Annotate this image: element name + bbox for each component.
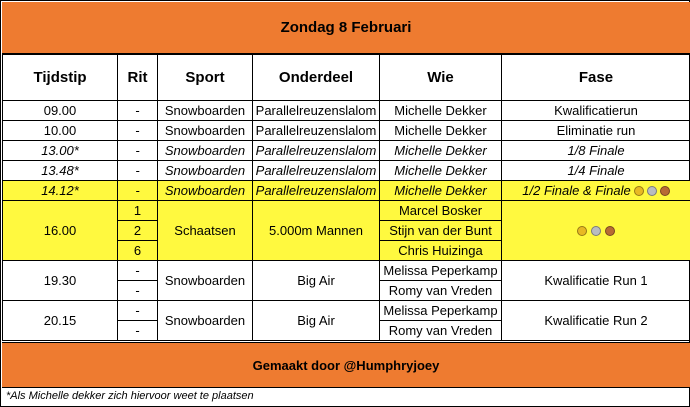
cell-rit: - [118, 121, 158, 141]
cell-sport: Snowboarden [158, 161, 253, 181]
table-row [3, 201, 690, 221]
gold-medal-icon [577, 226, 587, 236]
cell-wie: Stijn van der Bunt [380, 221, 502, 241]
cell-onderdeel: Parallelreuzenslalom [253, 161, 380, 181]
cell-rit: - [118, 181, 158, 201]
cell-onderdeel: Big Air [253, 261, 380, 301]
cell-sport: Schaatsen [158, 201, 253, 261]
cell-time: 09.00 [3, 101, 118, 121]
cell-wie: Melissa Peperkamp [380, 301, 502, 321]
cell-wie: Michelle Dekker [380, 181, 502, 201]
cell-rit: 1 [118, 201, 158, 221]
footer-bar [2, 342, 690, 388]
cell-sport: Snowboarden [158, 301, 253, 341]
cell-wie: Michelle Dekker [380, 101, 502, 121]
page-title: Zondag 8 Februari [280, 19, 412, 36]
cell-wie: Michelle Dekker [380, 161, 502, 181]
cell-wie: Michelle Dekker [380, 121, 502, 141]
cell-wie: Michelle Dekker [380, 141, 502, 161]
cell-onderdeel: Parallelreuzenslalom [253, 141, 380, 161]
table-row [3, 161, 690, 181]
table-row-highlighted [3, 181, 690, 201]
cell-fase: Kwalificatie Run 1 [502, 261, 690, 301]
cell-fase: Kwalificatierun [502, 101, 690, 121]
cell-wie: Chris Huizinga [380, 241, 502, 261]
cell-time: 20.15 [3, 301, 118, 341]
header-wie: Wie [380, 55, 502, 101]
cell-sport: Snowboarden [158, 121, 253, 141]
bronze-medal-icon [660, 186, 670, 196]
table-row [3, 101, 690, 121]
header-time: Tijdstip [3, 55, 118, 101]
header-fase: Fase [502, 55, 690, 101]
cell-onderdeel: Parallelreuzenslalom [253, 121, 380, 141]
cell-onderdeel: 5.000m Mannen [253, 201, 380, 261]
silver-medal-icon [647, 186, 657, 196]
cell-time: 13.48* [3, 161, 118, 181]
header-row [3, 55, 690, 101]
fase-label: 1/2 Finale & Finale [522, 183, 631, 198]
cell-fase: Kwalificatie Run 2 [502, 301, 690, 341]
cell-time: 16.00 [3, 201, 118, 261]
cell-wie: Romy van Vreden [380, 281, 502, 301]
header-sport: Sport [158, 55, 253, 101]
cell-sport: Snowboarden [158, 101, 253, 121]
footnote: *Als Michelle dekker zich hiervoor weet te plaatsen [6, 390, 254, 402]
table-row [3, 301, 690, 321]
cell-rit: - [118, 261, 158, 281]
cell-rit: - [118, 281, 158, 301]
cell-rit: - [118, 101, 158, 121]
title-bar [2, 2, 690, 54]
credit-text: Gemaakt door @Humphryjoey [252, 357, 440, 373]
cell-time: 13.00* [3, 141, 118, 161]
table-row [3, 121, 690, 141]
cell-fase [502, 201, 690, 261]
cell-onderdeel: Big Air [253, 301, 380, 341]
table-row [3, 141, 690, 161]
cell-sport: Snowboarden [158, 181, 253, 201]
cell-time: 19.30 [3, 261, 118, 301]
cell-wie: Romy van Vreden [380, 321, 502, 341]
cell-time: 10.00 [3, 121, 118, 141]
header-rit: Rit [118, 55, 158, 101]
cell-fase: 1/8 Finale [502, 141, 690, 161]
cell-sport: Snowboarden [158, 141, 253, 161]
gold-medal-icon [634, 186, 644, 196]
table-row [3, 261, 690, 281]
cell-onderdeel: Parallelreuzenslalom [253, 101, 380, 121]
cell-fase [502, 181, 690, 201]
cell-sport: Snowboarden [158, 261, 253, 301]
cell-rit: - [118, 141, 158, 161]
cell-wie: Melissa Peperkamp [380, 261, 502, 281]
cell-rit: 6 [118, 241, 158, 261]
cell-wie: Marcel Bosker [380, 201, 502, 221]
header-onderdeel: Onderdeel [253, 55, 380, 101]
bronze-medal-icon [605, 226, 615, 236]
cell-onderdeel: Parallelreuzenslalom [253, 181, 380, 201]
cell-rit: - [118, 301, 158, 321]
cell-rit: 2 [118, 221, 158, 241]
cell-fase: Eliminatie run [502, 121, 690, 141]
cell-fase: 1/4 Finale [502, 161, 690, 181]
cell-rit: - [118, 161, 158, 181]
cell-rit: - [118, 321, 158, 341]
schedule-table [2, 54, 690, 341]
cell-time: 14.12* [3, 181, 118, 201]
silver-medal-icon [591, 226, 601, 236]
